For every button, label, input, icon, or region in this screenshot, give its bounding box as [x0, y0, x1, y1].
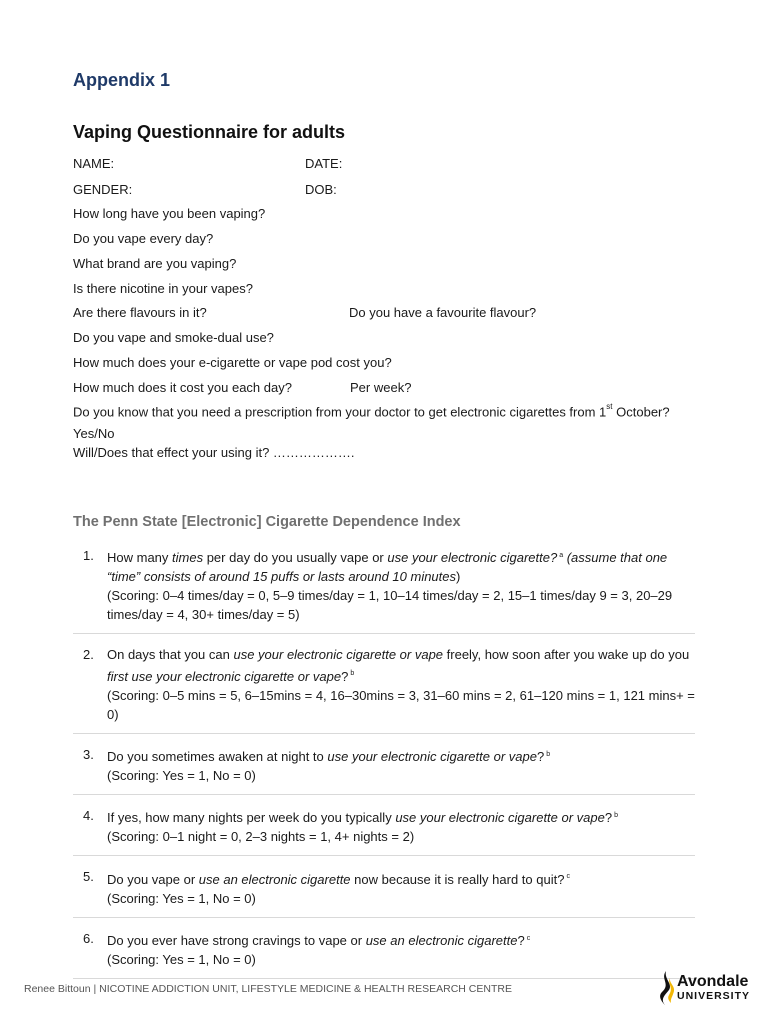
- appendix-heading: Appendix 1: [73, 70, 171, 90]
- question-scoring: (Scoring: 0–4 times/day = 0, 5–9 times/day = 1, 10–14 times/day = 2, 15–1 times/day 9 = 3, 20–29 times/day = 4, 30+ times/day = 5): [107, 588, 673, 623]
- nicotine-question: Is there nicotine in your vapes?: [73, 281, 253, 296]
- every-day-question: Do you vape every day?: [73, 231, 214, 246]
- question-text: [107, 810, 618, 825]
- question-text-segment: Do you ever have strong cravings to vape or: [107, 932, 366, 948]
- question-item: [73, 643, 695, 733]
- question-number: 5.: [83, 869, 94, 885]
- logo-wordmark: Avondale: [677, 973, 749, 990]
- prescription-continuation: October? Yes/No: [73, 404, 670, 442]
- effect-question: Will/Does that effect your using it? ……………….: [73, 445, 355, 460]
- question-text-segment: now because it is really hard to quit?: [350, 871, 565, 887]
- question-scoring: (Scoring: 0–1 night = 0, 2–3 nights = 1, 4+ nights = 2): [107, 829, 415, 845]
- penn-state-index-title: The Penn State [Electronic] Cigarette Dependence Index: [73, 514, 461, 530]
- question-number: 1.: [83, 548, 94, 563]
- question-text: [107, 749, 550, 764]
- question-text-segment: Do you sometimes awaken at night to: [107, 748, 328, 764]
- question-text-italic: use your electronic cigarette or vape: [395, 810, 605, 826]
- question-text-segment: freely, how soon after you wake up do you: [443, 647, 690, 663]
- question-text-segment: ?: [536, 748, 545, 764]
- footer-text: Renee Bittoun | NICOTINE ADDICTION UNIT, LIFESTYLE MEDICINE & HEALTH RESEARCH CENTRE: [24, 983, 512, 995]
- per-week-question: Per week?: [350, 380, 412, 395]
- question-text-segment: On days that you can: [107, 647, 234, 663]
- question-text-italic: (assume that one “time” consists of around 15 puffs or lasts around 10 minutes: [107, 550, 668, 585]
- question-text-segment: Do you vape or: [107, 871, 199, 887]
- question-footnote-marker: c: [526, 934, 531, 942]
- question-text: [107, 933, 530, 948]
- question-footnote-marker: b: [546, 750, 551, 758]
- question-scoring: (Scoring: Yes = 1, No = 0): [107, 951, 256, 967]
- question-text-segment: ): [456, 569, 461, 585]
- how-long-question: How long have you been vaping?: [73, 206, 266, 221]
- question-text-italic: use an electronic cigarette: [365, 932, 518, 948]
- flavours-question: Are there flavours in it?: [73, 305, 207, 320]
- question-item: [73, 743, 695, 795]
- question-scoring: (Scoring: Yes = 1, No = 0): [107, 767, 256, 783]
- question-scoring: (Scoring: Yes = 1, No = 0): [107, 890, 256, 906]
- question-text-segment: per day do you usually vape or: [203, 550, 388, 566]
- dual-use-question: Do you vape and smoke-dual use?: [73, 330, 274, 345]
- questionnaire-title: Vaping Questionnaire for adults: [73, 122, 346, 142]
- question-text-italic: use your electronic cigarette?: [387, 550, 558, 566]
- question-item: [73, 544, 695, 634]
- question-footnote-marker: b: [614, 811, 619, 819]
- favourite-flavour-question: Do you have a favourite flavour?: [349, 305, 537, 320]
- gender-label: GENDER:: [73, 182, 133, 197]
- question-number: 6.: [83, 930, 94, 946]
- question-number: 3.: [83, 746, 94, 762]
- question-text: [107, 872, 570, 887]
- prescription-text: Do you know that you need a prescription from your doctor to get electronic cigarettes from 1: [73, 404, 607, 420]
- question-item: [73, 865, 695, 917]
- question-item: [73, 804, 695, 856]
- date-label: DATE:: [305, 156, 343, 171]
- logo-subtitle: UNIVERSITY: [677, 990, 751, 1002]
- question-text-segment: ?: [604, 810, 613, 826]
- question-text-italic: use an electronic cigarette: [198, 871, 351, 887]
- avondale-logo: [656, 970, 756, 1006]
- dob-label: DOB:: [305, 182, 337, 197]
- question-footnote-marker: a: [559, 552, 564, 559]
- question-item: [73, 927, 695, 979]
- question-text-segment: How many: [107, 550, 173, 566]
- question-list: [73, 544, 695, 988]
- question-text: [107, 550, 667, 584]
- cost-per-day-question: How much does it cost you each day?: [73, 380, 292, 395]
- brand-question: What brand are you vaping?: [73, 256, 237, 271]
- prescription-superscript: st: [606, 402, 613, 411]
- name-label: NAME:: [73, 156, 115, 171]
- prescription-question: [73, 398, 693, 445]
- question-scoring: (Scoring: 0–5 mins = 5, 6–15mins = 4, 16–30mins = 3, 31–60 mins = 2, 61–120 mins = 1, 121 mins+ = 0): [107, 687, 695, 722]
- question-text-italic: first use your electronic cigarette or vape: [107, 668, 342, 684]
- question-number: 4.: [83, 807, 94, 823]
- question-footnote-marker: b: [350, 670, 355, 678]
- question-text-italic: use your electronic cigarette or vape: [327, 748, 537, 764]
- question-footnote-marker: c: [566, 873, 570, 881]
- question-text-segment: If yes, how many nights per week do you typically: [107, 810, 396, 826]
- question-text-segment: ?: [517, 932, 525, 948]
- question-number: 2.: [83, 647, 94, 663]
- pod-cost-question: How much does your e-cigarette or vape pod cost you?: [73, 355, 392, 370]
- question-text: [107, 647, 689, 683]
- question-text-italic: use your electronic cigarette or vape: [233, 647, 444, 663]
- avondale-flame-icon: [656, 970, 676, 1006]
- question-text-segment: ?: [341, 668, 349, 684]
- question-text-italic: times: [172, 550, 204, 566]
